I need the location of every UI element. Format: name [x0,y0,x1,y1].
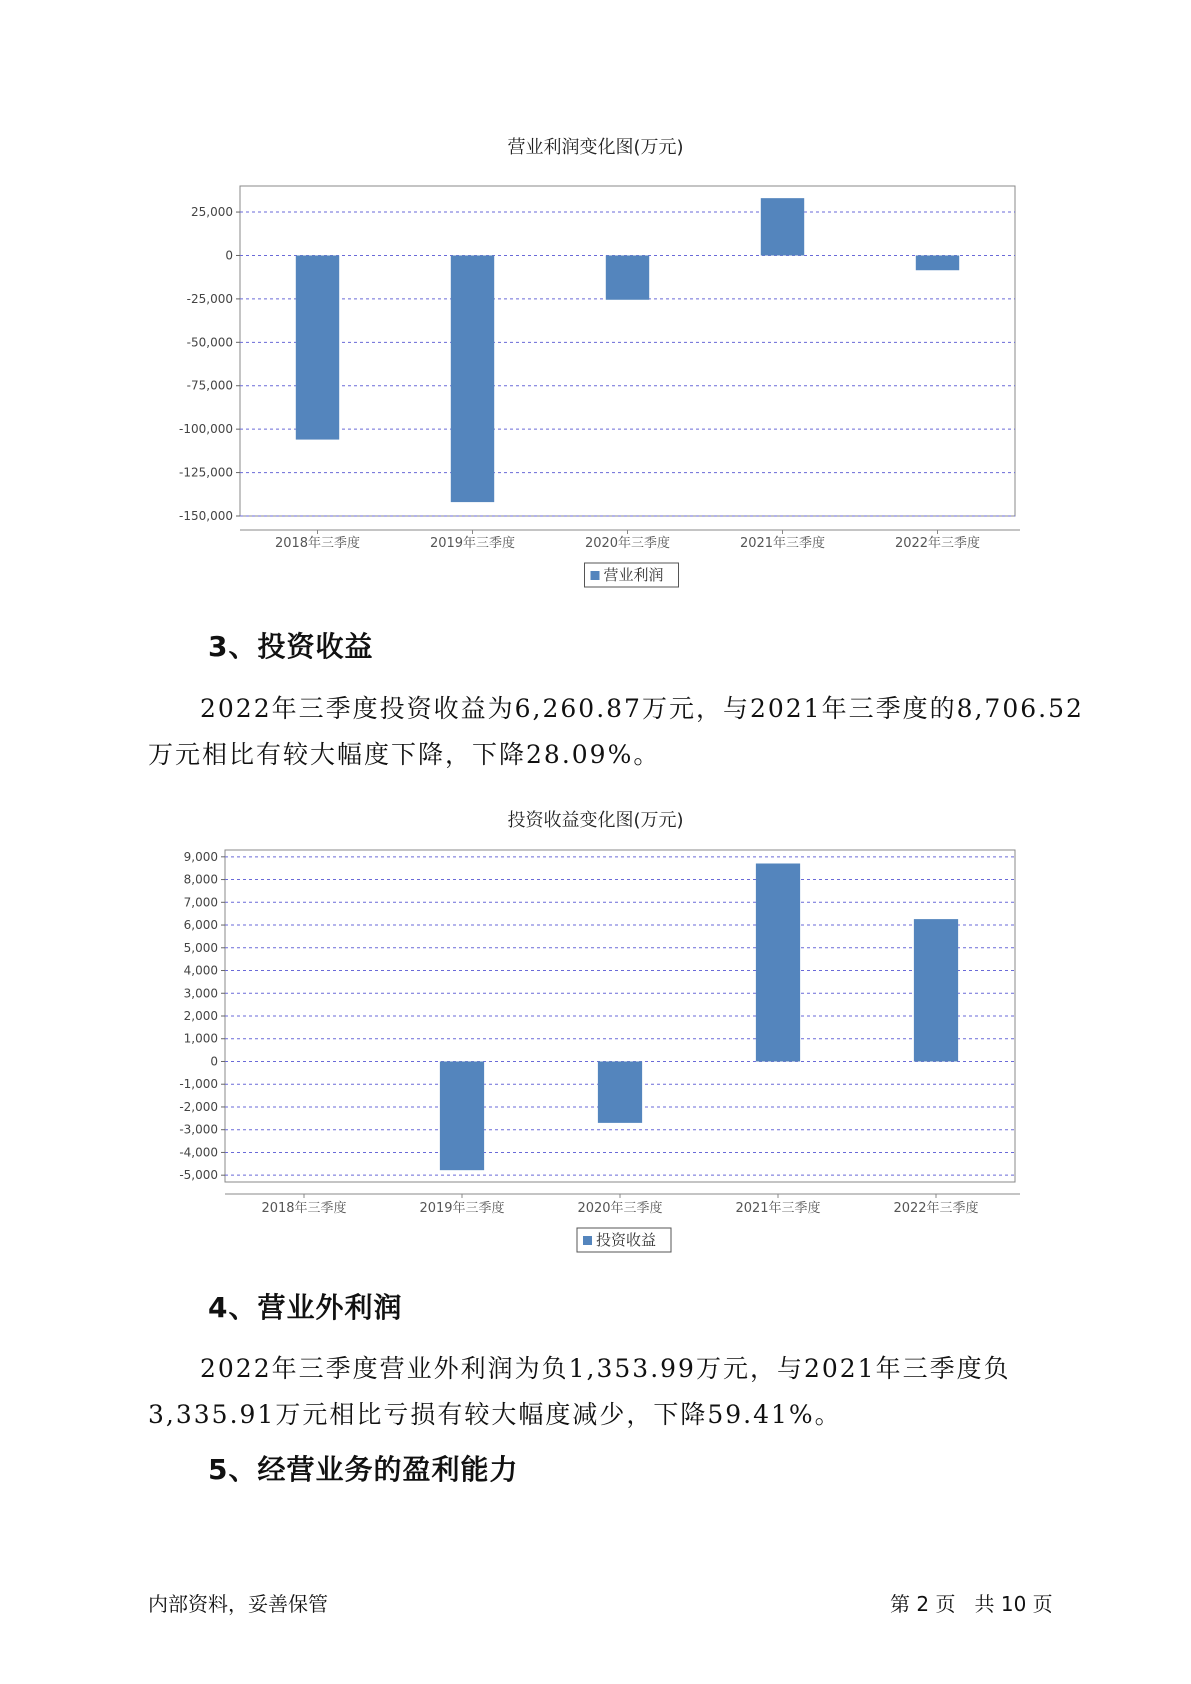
x-tick-label: 2019年三季度 [429,536,516,551]
chart-title-invest-income: 投资收益变化图(万元) [507,810,684,831]
x-tick-label: 2021年三季度 [739,536,826,551]
bar-3 [756,863,800,1061]
y-tick-label: -3,000 [179,1122,218,1137]
x-tick-label: 2019年三季度 [419,1201,505,1216]
y-tick-label: -2,000 [179,1099,218,1114]
x-tick-label: 2018年三季度 [261,1201,347,1216]
y-tick-label: -75,000 [186,378,233,393]
y-tick-label: 4,000 [183,963,218,978]
plot-area [225,850,1015,1182]
y-tick-label: 9,000 [183,849,218,864]
y-tick-label: -100,000 [179,422,233,437]
section-3-heading: 3、投资收益 [208,630,374,663]
x-tick-label: 2020年三季度 [577,1201,663,1216]
x-tick-label: 2020年三季度 [584,536,671,551]
y-tick-label: -25,000 [186,291,233,306]
section-3-line-1: 2022年三季度投资收益为6,260.87万元，与2021年三季度的8,706.52 [200,694,1084,723]
bar-1 [440,1061,484,1170]
legend-swatch [583,1236,592,1245]
section-5-heading: 5、经营业务的盈利能力 [208,1453,519,1486]
y-tick-label: -4,000 [179,1145,218,1160]
section-4-line-2: 3,335.91万元相比亏损有较大幅度减少，下降59.41%。 [148,1400,842,1429]
x-tick-label: 2022年三季度 [893,1201,979,1216]
footer-confidential: 内部资料，妥善保管 [148,1592,328,1616]
chart-title-op-profit: 营业利润变化图(万元) [507,137,684,158]
y-tick-label: 6,000 [183,918,218,933]
x-tick-label: 2022年三季度 [894,536,981,551]
y-tick-label: -125,000 [179,465,233,480]
y-tick-label: 8,000 [183,872,218,887]
y-tick-label: 5,000 [183,940,218,955]
section-3-line-2: 万元相比有较大幅度下降，下降28.09%。 [148,740,661,769]
y-tick-label: 25,000 [191,205,233,220]
bar-2 [598,1061,642,1122]
section-4-paragraph [148,1346,1048,1438]
legend-label: 营业利润 [603,566,664,584]
y-tick-label: 0 [210,1054,218,1069]
y-tick-label: 7,000 [183,895,218,910]
x-tick-label: 2018年三季度 [274,536,361,551]
legend [577,1228,671,1252]
x-tick-label: 2021年三季度 [735,1201,821,1216]
y-tick-label: 2,000 [183,1009,218,1023]
y-tick-label: -5,000 [179,1168,218,1183]
y-tick-label: -1,000 [179,1077,218,1092]
y-tick-label: -50,000 [186,335,233,350]
bar-4 [914,919,958,1061]
footer-page-number: 第 2 页 共 10 页 [890,1592,1053,1616]
y-tick-label: 1,000 [183,1031,218,1046]
y-tick-label: 3,000 [183,986,218,1001]
section-4-heading: 4、营业外利润 [208,1291,403,1324]
y-tick-label: -150,000 [179,509,233,523]
legend-label: 投资收益 [596,1231,657,1249]
section-4-line-1: 2022年三季度营业外利润为负1,353.99万元，与2021年三季度负 [200,1354,1011,1383]
y-tick-label: 0 [225,248,233,263]
